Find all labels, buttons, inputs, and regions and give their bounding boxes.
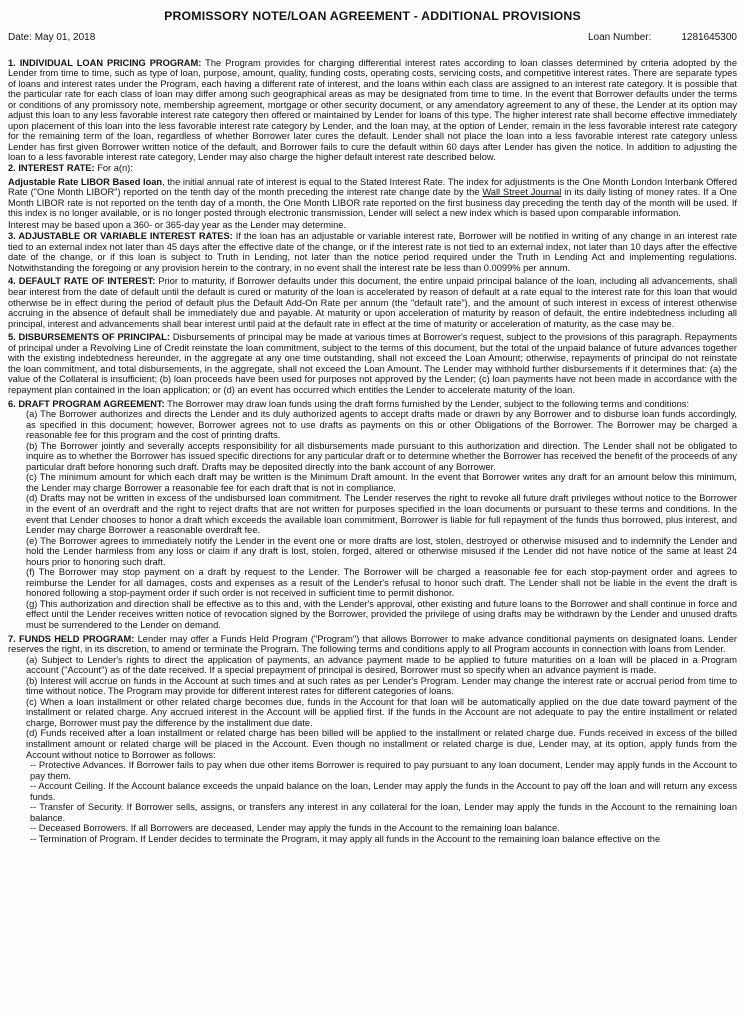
section-3 (8, 231, 737, 273)
section-7-item-d (26, 728, 737, 760)
item-label: (d) (26, 728, 38, 739)
section-6-item-a (26, 409, 737, 441)
loan-number-label: Loan Number: (588, 32, 652, 43)
item-text: Interest will accrue on funds in the Account at such times and at such rates as per Lender's Program. Lender may change the interest rate or accrual period from time to time without notice. The Program may provide for different interest rates for different categories of loans. (26, 675, 737, 697)
section-6-item-f (26, 567, 737, 599)
section-3-heading: 3. ADJUSTABLE OR VARIABLE INTEREST RATES: (8, 231, 233, 242)
date-value: May 01, 2018 (34, 32, 96, 43)
section-6-text: The Borrower may draw loan funds using the draft forms furnished by the Lender, subject to the following terms and conditions: (167, 398, 690, 409)
item-text: The Borrower agrees to immediately notify the Lender in the event one or more drafts are lost, stolen, destroyed or otherwise misused and to indemnify the Lender and hold the Lender harmless from any loss or claim if any draft is lost, stolen, forged, altered or otherwise misused if the Lender did not have notice of the same at least 24 hours prior to honoring such draft. (26, 535, 737, 567)
page-title: PROMISSORY NOTE/LOAN AGREEMENT - ADDITIONAL PROVISIONS (164, 9, 581, 23)
section-1 (8, 58, 737, 163)
interest-basis-note: Interest may be based upon a 360- or 365-day year as the Lender may determine. (8, 219, 346, 230)
section-6-heading: 6. DRAFT PROGRAM AGREEMENT: (8, 398, 165, 409)
section-7-heading: 7. FUNDS HELD PROGRAM: (8, 633, 135, 644)
section-1-text: The Program provides for charging differential interest rates according to loan classes determined by criteria adopted by the Lender from time to time, such as type of loan, purpose, amount, quality, funding costs, operating costs, servicing costs, and competitive interest rates. There are separate types of loans and interest rates under the Program, each having a different rate of interest, and the loans within each class are assigned to an interest rate category. It is possible that the particular rate for each class of loan may differ among such geographical areas as may be designated from time to time. In the event that Borrower defaults under the terms or conditions of any promissory note, membership agreement, mortgage or other security document, or any amendatory agreement to any of these, the Lender at its option may adjust this loan to any less favorable interest rate category then offered or maintained by Lender for loans of this type. The higher interest rate shall become effective immediately upon placement of this loan into the less favorable interest rate category by Lender, and the loan may, at the option of Lender, remain in the less favorable interest rate category for the remaining term of the loan, regardless of whether Borrower later cures the default. Lender shall not place the loan into a less favorable interest rate category unless Lender has first given Borrower written notice of the default, and Borrower fails to cure the default within 60 days after Lender has given the notice. In addition to adjusting the loan to a less favorable interest rate category, Lender may also charge the higher default interest rate described below. (8, 57, 737, 163)
section-6-item-d (26, 493, 737, 535)
item-text: Drafts may not be written in excess of the undisbursed loan commitment. The Lender reserves the right to revoke all future draft privileges without notice to the Borrower in the event of an overdraft and the right to reject drafts that are not written for purposes specified in the loan documents or pursuant to these terms and conditions. In the event that Lender chooses to honor a draft which exceeds the available loan commitment, Borrower is liable for full repayment of the funds thus borrowed, plus interest, and Lender may charge Borrower a reasonable overdraft fee. (26, 493, 737, 536)
section-6 (8, 399, 737, 410)
section-5 (8, 332, 737, 395)
funds-held-termination-of-program: -- Termination of Program. If Lender decides to terminate the Program, it may apply all funds in the Account to the remaining loan balance effective on the (30, 833, 661, 844)
loan-number-value: 1281645300 (681, 32, 737, 43)
item-label: (c) (26, 472, 37, 483)
section-2-heading: 2. INTEREST RATE: (8, 163, 95, 174)
meta-row (8, 33, 737, 44)
item-text: This authorization and direction shall be effective as to this and, with the Lender's approval, other existing and future loans to the Borrower and shall continue in force and effect until the Lender receives written notice of revocation signed by the Borrower, provided the privilege of using drafts may be withdrawn by the Lender and unused drafts must be surrendered to the Lender on demand. (26, 598, 737, 630)
item-label: (a) (26, 409, 38, 420)
libor-loan-type: Adjustable Rate LIBOR Based loan (8, 176, 163, 187)
section-6-item-e (26, 536, 737, 568)
section-7-item-a (26, 655, 737, 676)
item-label: (b) (26, 675, 38, 686)
section-7-item-b (26, 676, 737, 697)
item-text: The Borrower may stop payment on a draft by request to the Lender. The Borrower will be charged a reasonable fee for each stop-payment order and agrees to reimburse the Lender for all damages, costs and expenses as a result of the Lender's refusal to honor such draft. The Lender shall not be liable in the event the draft is honored following a stop-payment order if such order is not received in sufficient time to permit dishonor. (26, 567, 737, 599)
item-text: The Borrower authorizes and directs the Lender and its duly authorized agents to accept drafts made or drawn by any Borrower and to disburse loan funds accordingly, as specified in this document; however, Borrower agrees not to use drafts as payments on this or other Obligations of the Borrower. The Borrower may be charged a reasonable fee for this program and the cost of printing drafts. (26, 409, 737, 441)
funds-held-account-ceiling: -- Account Ceiling. If the Account balance exceeds the unpaid balance on the loan, Lender may apply the funds in the Account to pay off the loan and will return any excess funds. (30, 781, 737, 802)
item-text: Funds received after a loan installment or related charge has been billed will be applied to the installment or related charge due. Funds received in excess of the billed installment amount or related charge will be placed in the Account. Even though no installment or related charge is due, Lender may, at its option, apply funds from the Account without notice to Borrower as follows: (26, 728, 737, 760)
section-5-text: Disbursements of principal may be made at various times at Borrower's request, subject to the provisions of this paragraph. Repayments of principal under a Revolving Line of Credit reinstate the loan commitment, subject to the terms of this document, but the total of the unpaid balance of future advances together with the existing indebtedness hereunder, in the aggregate at any one time outstanding, shall not exceed the Loan Amount; otherwise, repayments of principal do not reinstate the loan commitment, and total disbursements, in the aggregate, shall not exceed the Loan Amount. The Lender may withhold further disbursements if it determines that: (a) the value of the Collateral is insufficient; (b) loan proceeds have been used for purposes not approved by the Lender; (c) loan payments have not been made in accordance with the repayment plan contained in the loan application; or (d) an event has occurred which entitles the Lender to accelerate maturity of the loan. (8, 332, 737, 395)
libor-text-pre: , the initial annual rate of interest is equal to the Stated Interest Rate. The index for adjustments is the One Month London Interbank Offered Rate ("One Month LIBOR") reported on the tenth day of the month preceding the interest rate change date by the (8, 176, 737, 198)
wall-street-journal-underlined: Wall Street Journal (482, 187, 562, 198)
section-6-item-b (26, 441, 737, 473)
section-2-intro: For a(n): (97, 163, 133, 174)
item-label: (f) (26, 567, 35, 578)
loan-number-field (588, 33, 737, 44)
item-label: (d) (26, 493, 38, 504)
section-7 (8, 634, 737, 655)
section-4 (8, 276, 737, 329)
item-text: The minimum amount for which each draft may be written is the Minimum Draft amount. In the event that Borrower writes any draft for an amount below this minimum, the Lender may charge Borrower a reasonable fee for each draft that is not in compliance. (26, 472, 737, 493)
item-label: (b) (26, 440, 38, 451)
item-label: (e) (26, 535, 38, 546)
section-7-text: Lender may offer a Funds Held Program ("Program") that allows Borrower to make advance conditional payments on designated loans. Lender reserves the right, in its discretion, to amend or terminate the Program. The following terms and conditions apply to all Program accounts in connection with loans from Lender. (8, 633, 737, 655)
section-6-item-c (26, 472, 737, 493)
date-field (8, 33, 95, 44)
item-text: Subject to Lender's rights to direct the application of payments, an advance payment made to be applied to future maturities on a loan will be placed in a Program account ("Account") as of the date received. If a special prepayment of principal is desired, Borrower must so specify when an advance payment is made. (26, 654, 737, 676)
section-4-text: Prior to maturity, if Borrower defaults under this document, the entire unpaid principal balance of the loan, including all advancements, shall bear interest from the date of default until the default is cured or maturity of the loan is accelerated by reason of default at a rate equal to the interest rate for this loan that would otherwise be in effect during the period of default plus the Default Add-On Rate per annum (the "default rate"), and the amount of such interest in excess of interest otherwise accruing in the absence of default shall be immediately due and payable. At maturity or upon acceleration of maturity by reason of default, the entire indebtedness including all principal, interest and advancements shall bear interest until paid at the default rate in effect at the time of maturity or acceleration of maturity, as the case may be. (8, 276, 738, 329)
section-7-item-c (26, 697, 737, 729)
section-2-header (8, 163, 737, 174)
funds-held-transfer-of-security: -- Transfer of Security. If Borrower sells, assigns, or transfers any interest in any collateral for the loan, Lender may apply the funds in the Account to the remaining loan balance. (30, 802, 737, 823)
date-label: Date: (8, 32, 32, 43)
section-3-text: If the loan has an adjustable or variable interest rate, Borrower will be notified in writing of any change in an interest rate tied to an external index not later than 45 days after the effective date of the change, or if the interest rate is not tied to an external index, not later than 10 days after the effective date of the change, or if this loan is subject to Truth in Lending, not later than the notice period required under the Truth in Lending Act and implementing regulations. Notwithstanding the foregoing or any provision herein to the contrary, in no event shall the interest rate be less than 0.0099% per annum. (8, 231, 737, 273)
item-label: (g) (26, 598, 38, 609)
section-2-libor-paragraph (8, 177, 737, 219)
section-5-heading: 5. DISBURSEMENTS OF PRINCIPAL: (8, 332, 170, 343)
section-1-heading: 1. INDIVIDUAL LOAN PRICING PROGRAM: (8, 57, 202, 68)
item-label: (c) (26, 696, 37, 707)
item-label: (a) (26, 654, 38, 665)
funds-held-protective-advances: -- Protective Advances. If Borrower fails to pay when due other items Borrower is required to pay pursuant to any loan document, Lender may apply funds in the Account to pay them. (30, 760, 737, 781)
libor-text-post: in its daily listing of money rates. If a One Month LIBOR rate is not reported on the tenth day of a month, the One Month LIBOR rate reported on the first business day preceding the tenth day of the month will be used. If this index is no longer available, or is no longer posted through electronic transmission, Lender will select a new index which is based upon comparable information. (8, 187, 737, 219)
item-text: When a loan installment or other related charge becomes due, funds in the Account for that loan will be automatically applied on the due date toward payment of the installment or related charge. Any accrued interest in the Account will be applied first. If the funds in the Account are not adequate to pay the entire installment or related charge, Borrower must pay the difference by the installment due date. (26, 696, 737, 728)
section-4-heading: 4. DEFAULT RATE OF INTEREST: (8, 276, 156, 287)
item-text: The Borrower jointly and severally accepts responsibility for all disbursements made pursuant to this authorization and direction. The Lender shall not be obligated to inquire as to whether the Borrower has issued specific directions for any particular draft or to determine whether the Borrower has received the benefit of the proceeds of any particular draft before honoring such draft. Drafts may be deposited directly into the bank account of any Borrower. (26, 440, 738, 472)
section-6-item-g (26, 599, 737, 631)
funds-held-deceased-borrowers: -- Deceased Borrowers. If all Borrowers are deceased, Lender may apply the funds in the Account to the remaining loan balance. (30, 823, 560, 834)
